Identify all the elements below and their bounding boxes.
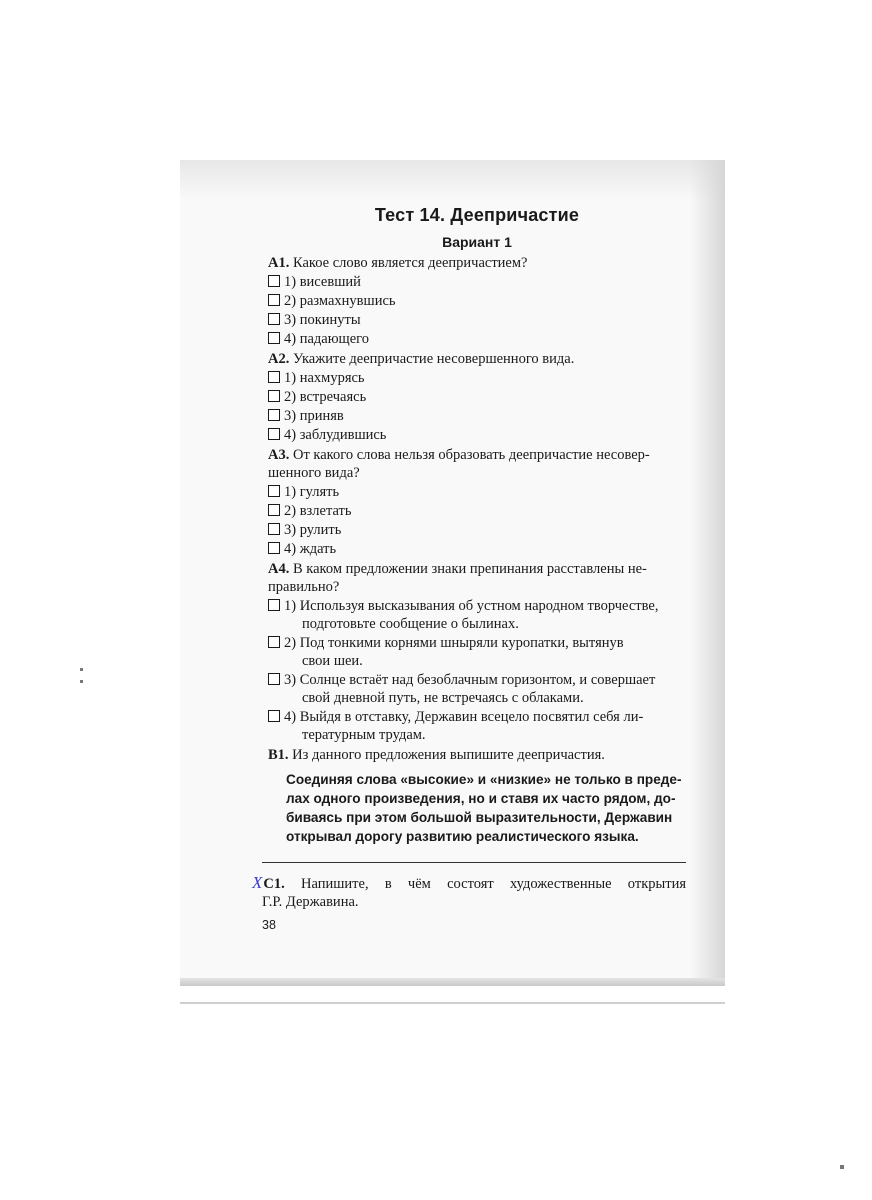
question-a4 — [262, 560, 692, 744]
page-number: 38 — [262, 918, 276, 932]
question-prompt: Из данного предложения выпишите деепричастия. — [292, 747, 605, 763]
question-text — [268, 746, 692, 764]
option-line-continued: тературным трудам. — [302, 727, 426, 743]
answer-option[interactable] — [268, 292, 692, 310]
source-sentence — [286, 770, 682, 846]
excerpt-line: биваясь при этом большой выразительности, Державин — [286, 810, 673, 825]
answer-option[interactable] — [268, 671, 692, 707]
question-prompt-continued: правильно? — [268, 579, 340, 595]
question-b1 — [262, 746, 692, 846]
answer-checkbox[interactable] — [268, 428, 280, 440]
answer-checkbox[interactable] — [268, 409, 280, 421]
option-label — [284, 597, 692, 633]
excerpt-line: лах одного произведения, но и ставя их часто рядом, до- — [286, 791, 676, 806]
answer-option[interactable] — [268, 521, 692, 539]
answer-option[interactable] — [268, 407, 692, 425]
question-number: В1. — [268, 747, 289, 763]
answer-option[interactable] — [268, 540, 692, 558]
answer-option[interactable] — [268, 369, 692, 387]
option-label: 4) падающего — [284, 331, 369, 347]
scan-shadow — [690, 160, 725, 985]
option-line: 4) Выйдя в отставку, Державин всецело посвятил себя ли- — [284, 709, 644, 725]
option-label: 2) размахнувшись — [284, 293, 396, 309]
question-text — [268, 560, 692, 596]
question-text — [268, 350, 692, 368]
option-label: 2) встречаясь — [284, 389, 367, 405]
answer-checkbox[interactable] — [268, 542, 280, 554]
handwritten-mark: Х — [252, 873, 263, 892]
question-c1 — [252, 874, 686, 911]
scan-speck — [840, 1165, 844, 1169]
answer-checkbox[interactable] — [268, 390, 280, 402]
question-text — [268, 446, 692, 482]
answer-option[interactable] — [268, 634, 692, 670]
option-line: 2) Под тонкими корнями шныряли куропатки, вытянув — [284, 635, 624, 651]
answer-checkbox[interactable] — [268, 332, 280, 344]
option-label: 2) взлетать — [284, 503, 352, 519]
option-label: 3) рулить — [284, 522, 342, 538]
option-label: 4) ждать — [284, 541, 337, 557]
option-line: 1) Используя высказывания об устном народном творчестве, — [284, 598, 659, 614]
excerpt-line: Соединяя слова «высокие» и «низкие» не только в преде- — [286, 772, 682, 787]
question-number: А3. — [268, 447, 290, 463]
answer-checkbox[interactable] — [268, 371, 280, 383]
answer-option[interactable] — [268, 273, 692, 291]
question-number: А4. — [268, 561, 290, 577]
question-prompt: Укажите деепричастие несовершенного вида. — [292, 351, 575, 367]
question-a3 — [262, 446, 692, 558]
answer-option[interactable] — [268, 502, 692, 520]
question-prompt: Напишите, в чём состоят художественные открытия — [301, 876, 686, 892]
answer-option[interactable] — [268, 388, 692, 406]
answer-checkbox[interactable] — [268, 710, 280, 722]
answer-option[interactable] — [268, 426, 692, 444]
option-line-continued: свой дневной путь, не встречаясь с облаками. — [302, 690, 584, 706]
answer-option[interactable] — [268, 597, 692, 633]
answer-checkbox[interactable] — [268, 485, 280, 497]
answer-checkbox[interactable] — [268, 275, 280, 287]
test-title: Тест 14. Деепричастие — [374, 205, 580, 225]
option-label — [284, 671, 692, 707]
variant-label: Вариант 1 — [442, 234, 512, 250]
question-number: С1. — [263, 876, 285, 892]
question-prompt: В каком предложении знаки препинания расставлены не- — [292, 561, 647, 577]
option-line-continued: свои шеи. — [302, 653, 363, 669]
scan-shadow — [180, 160, 725, 200]
option-label: 1) висевший — [284, 274, 361, 290]
answer-option[interactable] — [268, 311, 692, 329]
option-label: 1) гулять — [284, 484, 340, 500]
answer-checkbox[interactable] — [268, 294, 280, 306]
answer-option[interactable] — [268, 483, 692, 501]
option-line: 3) Солнце встаёт над безоблачным горизонтом, и совершает — [284, 672, 656, 688]
option-label: 4) заблудившись — [284, 427, 387, 443]
excerpt-line: открывал дорогу развитию реалистического языка. — [286, 829, 639, 844]
answer-checkbox[interactable] — [268, 504, 280, 516]
question-a2 — [262, 350, 692, 444]
answer-checkbox[interactable] — [268, 673, 280, 685]
question-a1 — [262, 254, 692, 348]
question-prompt: От какого слова нельзя образовать деепричастие несовер- — [292, 447, 650, 463]
option-line-continued: подготовьте сообщение о былинах. — [302, 616, 519, 632]
question-number: А2. — [268, 351, 290, 367]
option-label: 3) покинуты — [284, 312, 361, 328]
answer-checkbox[interactable] — [268, 313, 280, 325]
test-content — [262, 200, 692, 846]
question-text — [252, 874, 686, 893]
answer-checkbox[interactable] — [268, 599, 280, 611]
page-edge — [180, 1002, 725, 1004]
option-label: 3) приняв — [284, 408, 344, 424]
question-prompt: Какое слово является деепричастием? — [292, 255, 528, 271]
answer-line[interactable] — [262, 862, 686, 863]
page-edge — [180, 978, 725, 986]
option-label: 1) нахмурясь — [284, 370, 365, 386]
answer-checkbox[interactable] — [268, 523, 280, 535]
option-label — [284, 634, 692, 670]
answer-option[interactable] — [268, 708, 692, 744]
question-number: А1. — [268, 255, 290, 271]
option-label — [284, 708, 692, 744]
answer-option[interactable] — [268, 330, 692, 348]
scan-speck — [80, 680, 83, 683]
question-prompt-continued: шенного вида? — [268, 465, 360, 481]
question-prompt-continued: Г.Р. Державина. — [262, 894, 359, 910]
answer-checkbox[interactable] — [268, 636, 280, 648]
scan-speck — [80, 668, 83, 671]
question-text — [268, 254, 692, 272]
